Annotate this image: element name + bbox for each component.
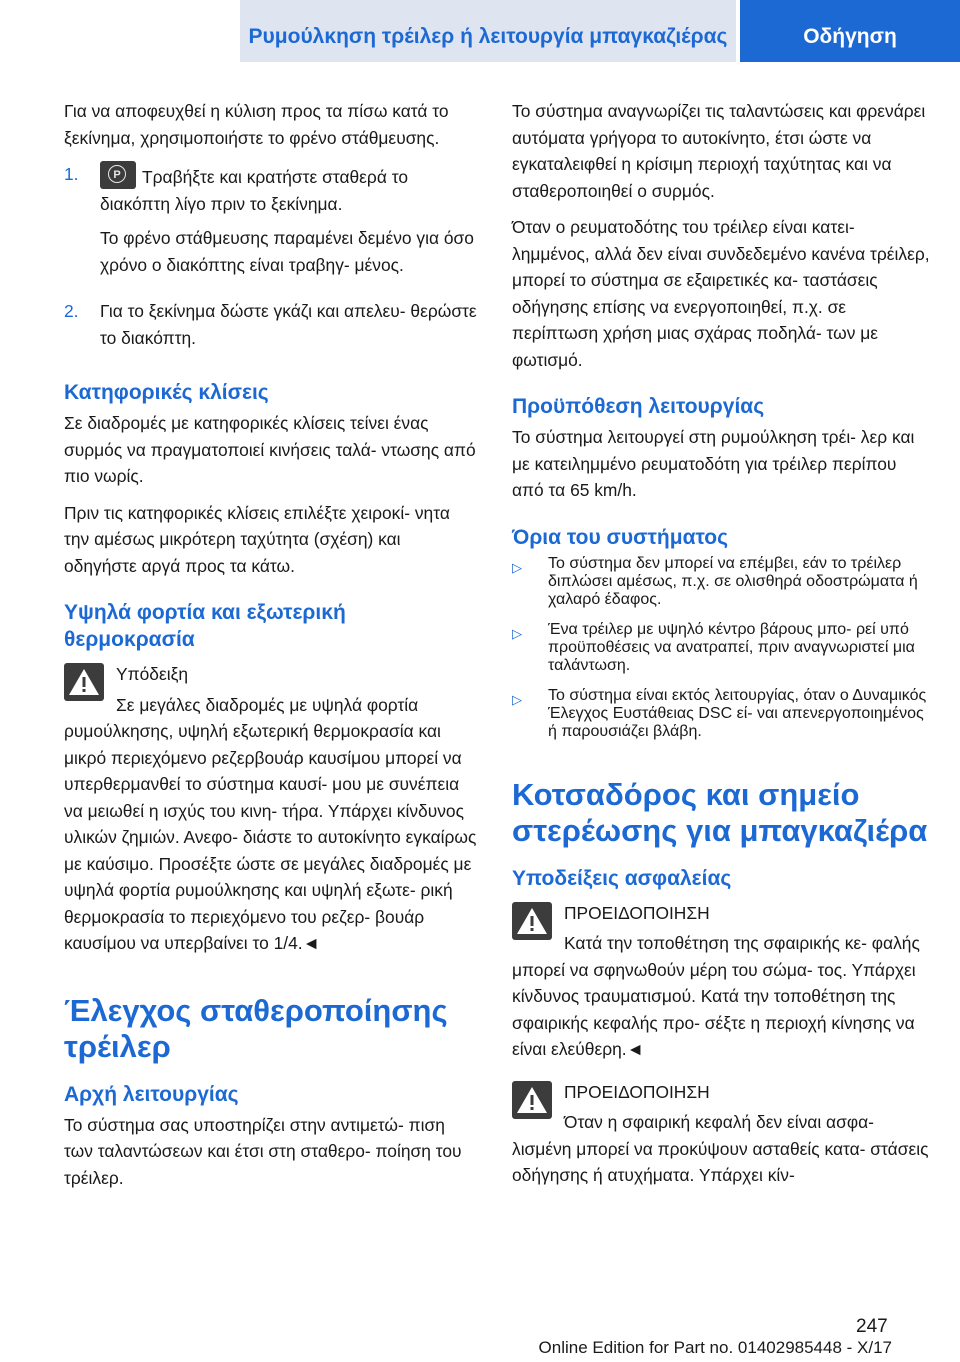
bullet-text: Ένα τρέιλερ με υψηλό κέντρο βάρους μπο‐ ρεί υπό προϋποθέσεις να ανατραπεί, πριν αναγνωριστεί μια ταλάντωση. [548,620,915,674]
limits-heading: Όρια του συστήματος [512,525,729,549]
step-1 [64,161,478,286]
warning-2 [512,1079,930,1189]
page-header [0,0,960,62]
warning-label: ΠΡΟΕΙΔΟΠΟΙΗΣΗ [564,1081,710,1102]
requirement-paragraph: Το σύστημα λειτουργεί στη ρυμούλκηση τρέι‐ λερ και με κατειλημμένο ρευματοδότη για τρέιλερ περίπου από τα 65 km/h. [512,427,915,500]
warning-text: Κατά την τοποθέτηση της σφαιρικής κε‐ φαλής μπορεί να σφηνωθούν μέρη του σώμα‐ τος. Υπάρχει κίνδυνος τραυματισμού. Κατά την τοποθέτηση της σφαιρικής κεφαλής προ‐ σέξτε η περιοχή κίνησης να είναι ελεύθερη.◄ [512,933,920,1059]
principle-heading: Αρχή λειτουργίας [64,1082,239,1106]
load-notice [64,661,478,957]
step-number: 1. [64,164,79,184]
list-item [512,555,930,609]
step-2 [64,298,478,359]
bullet-marker: ▷ [512,691,522,707]
safety-heading: Υποδείξεις ασφαλείας [512,866,732,890]
right-paragraph-2: Όταν ο ρευματοδότης του τρέιλερ είναι κατει‐ λημμένος, αλλά δεν είναι συνδεδεμένο κανένα τρέιλερ, μπορεί το σύστημα σε εξαιρετικές κα‐ ταστάσεις οδήγησης επίσης να ενεργοποιηθεί, π.χ. σε περίπτωση χρήση μιας σχάρας ποδηλά‐ των με φωτισμό. [512,217,930,370]
stabilization-heading: Έλεγχος σταθεροποίησης τρέιλερ [64,992,448,1064]
chapter-tab: Οδήγηση [740,0,960,62]
intro-paragraph: Για να αποφευχθεί η κύλιση προς τα πίσω κατά το ξεκίνημα, χρησιμοποιήστε το φρένο στάθμευσης. [64,101,449,148]
warning-triangle-icon [512,902,552,940]
notice-label: Υπόδειξη [116,664,189,684]
bullet-text: Το σύστημα είναι εκτός λειτουργίας, όταν ο Δυναμικός Έλεγχος Ευστάθειας DSC εί‐ ναι απενεργοποιημένος ή παρουσιάζει βλάβη. [548,686,927,740]
parking-brake-switch-icon: P [100,161,136,189]
bullet-marker: ▷ [512,559,522,575]
list-item [512,687,930,741]
downhill-paragraph-1: Σε διαδρομές με κατηφορικές κλίσεις τείνει ένας συρμός να πραγματοποιεί κινήσεις ταλά‐ ντωσης από πιο νωρίς. [64,413,476,486]
requirement-heading: Προϋπόθεση λειτουργίας [512,395,765,418]
hitch-heading: Κοτσαδόρος και σημείο στερέωσης για μπαγκαζιέρα [512,776,928,848]
downhill-paragraph-2: Πριν τις κατηφορικές κλίσεις επιλέξτε χειροκί‐ νητα την αμέσως μικρότερη ταχύτητα (σχέση) και οδηγήστε αργά προς τα κάτω. [64,502,450,576]
load-heading: Υψηλά φορτία και εξωτερική θερμοκρασία [64,601,346,651]
warning-text: Όταν η σφαιρική κεφαλή δεν είναι ασφα‐ λισμένη μπορεί να προκύψουν ασταθείς κατα‐ στάσεις οδήγησης ή ατυχήματα. Υπάρχει κίν‐ [512,1112,929,1185]
right-column [512,98,930,1193]
step-number: 2. [64,301,79,321]
warning-triangle-icon [64,663,104,701]
bullet-marker: ▷ [512,625,522,641]
bullet-text: Το σύστημα δεν μπορεί να επέμβει, εάν το τρέιλερ διπλώσει αμέσως, π.χ. σε ολισθηρά οδοστρώματα ή χαλαρό έδαφος. [548,554,918,608]
warning-1 [512,900,930,1063]
notice-text: Σε μεγάλες διαδρομές με υψηλά φορτία ρυμούλκησης, υψηλή εξωτερική θερμοκρασία και μικρό περιεχόμενο ρεζερβουάρ καυσίμου μπορεί να υπερθερμανθεί το σύστημα καυσί‐ μου με συνέπεια να μειωθεί η ισχύς του κινη‐ τήρα. Υπάρχει κίνδυνος υλικών ζημιών. Ανεφο‐ διάστε το αυτοκίνητο εγκαίρως με καύσιμο. Προσέξτε ώστε σε μεγάλες διαδρομές με υψηλά φορτία ρυμούλκησης και υψηλή εξωτε‐ ρική θερμοκρασία το περιεχόμενο του ρεζερ‐ βουάρ καυσίμου να υπερβαίνει το 1/4.◄ [64,694,477,953]
step-note: Το φρένο στάθμευσης παραμένει δεμένο για όσο χρόνο ο διακόπτης είναι τραβηγ‐ μένος. [100,228,474,275]
edition-note: Online Edition for Part no. 01402985448 - X/17 [538,1338,892,1357]
step-text: Για το ξεκίνημα δώστε γκάζι και απελευ‐ θερώστε το διακόπτη. [100,301,477,348]
step-text: Τραβήξτε και κρατήστε σταθερά το διακόπτη λίγο πριν το ξεκίνημα. [100,167,408,214]
list-item [512,621,930,675]
left-column [64,98,478,1201]
right-paragraph-1: Το σύστημα αναγνωρίζει τις ταλαντώσεις και φρενάρει αυτόματα γρήγορα το αυτοκίνητο, έτσι ώστε να εγκαταλειφθεί η κρίσιμη περιοχή ταχύτητας και να σταθεροποιηθεί ο συρμός. [512,101,926,201]
section-title: Ρυμούλκηση τρέιλερ ή λειτουργία μπαγκαζιέρας [240,0,736,62]
warning-triangle-icon [512,1081,552,1119]
page-number: 247 [856,1316,888,1337]
principle-paragraph: Το σύστημα σας υποστηρίζει στην αντιμετώ‐ πιση των ταλαντώσεων και έτσι στη σταθερο‐ ποίηση του τρέιλερ. [64,1114,462,1188]
warning-label: ΠΡΟΕΙΔΟΠΟΙΗΣΗ [564,902,710,923]
downhill-heading: Κατηφορικές κλίσεις [64,381,269,404]
